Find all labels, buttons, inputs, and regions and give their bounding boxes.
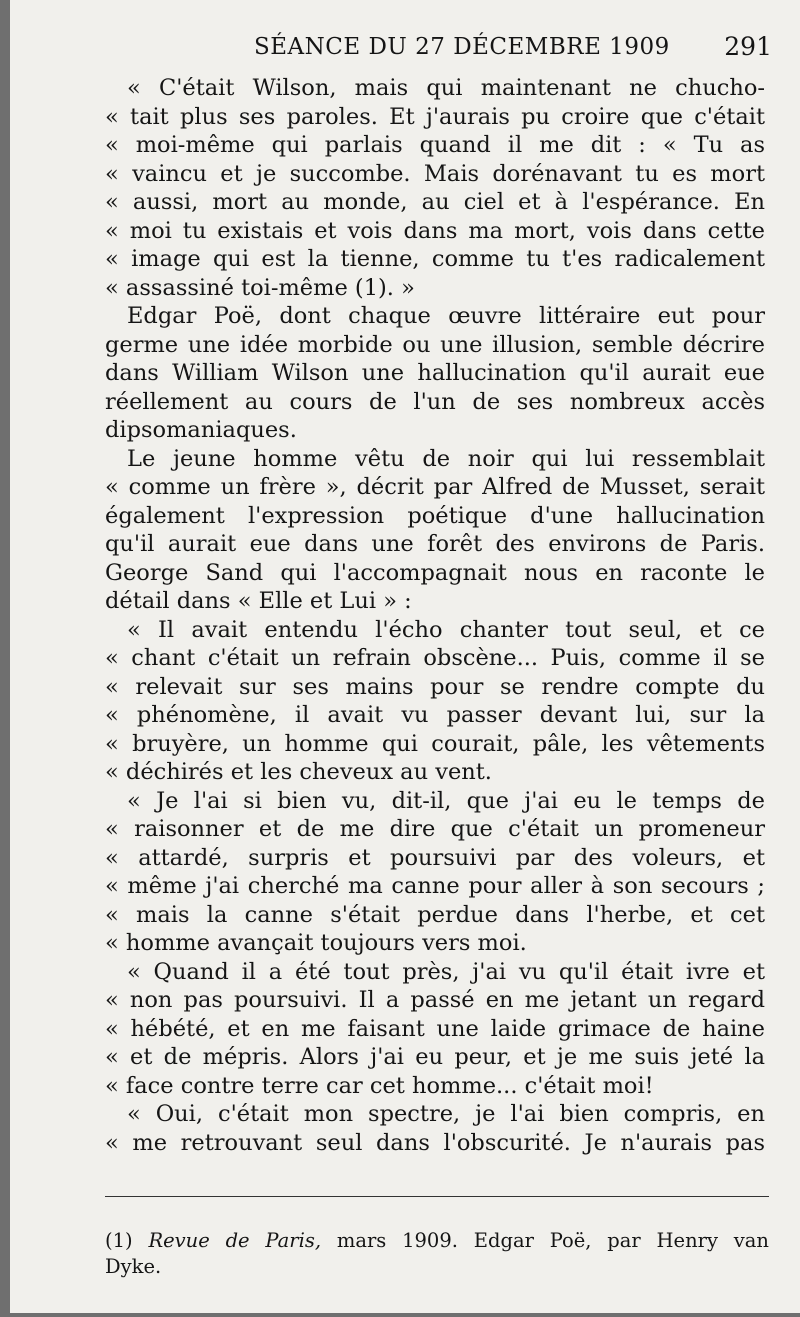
text-line: Le jeune homme vêtu de noir qui lui ressemblait [127, 445, 765, 472]
footnote-line-2: Dyke. [105, 1255, 162, 1278]
footnote-text: mars 1909. Edgar Poë, par Henry van [336, 1229, 769, 1252]
text-line: « chant c'était un refrain obscène... Puis, comme il se [105, 645, 765, 671]
text-line: « bruyère, un homme qui courait, pâle, les vêtements [105, 730, 765, 757]
text-line: « Quand il a été tout près, j'ai vu qu'il était ivre et [127, 958, 765, 985]
text-line: germe une idée morbide ou une illusion, semble décrire [105, 331, 765, 358]
text-line: « moi-même qui parlais quand il me dit : « Tu as [105, 132, 765, 158]
text-line: « face contre terre car cet homme... c'était moi! [105, 1072, 654, 1099]
text-line: « me retrouvant seul dans l'obscurité. Je n'aurais pas [105, 1129, 765, 1156]
body-text [105, 74, 765, 1157]
text-line: « et de mépris. Alors j'ai eu peur, et je me suis jeté la [105, 1044, 765, 1070]
text-line: « Il avait entendu l'écho chanter tout seul, et ce [127, 616, 765, 643]
text-line: « raisonner et de me dire que c'était un promeneur [105, 816, 765, 842]
text-line: « hébété, et en me faisant une laide grimace de haine [105, 1015, 765, 1042]
page-number: 291 [724, 32, 772, 61]
text-line: « Je l'ai si bien vu, dit-il, que j'ai eu le temps de [127, 787, 765, 814]
text-line: « C'était Wilson, mais qui maintenant ne chucho- [127, 75, 765, 101]
text-line: « relevait sur ses mains pour se rendre compte du [105, 673, 765, 700]
footnote-line-1 [105, 1228, 769, 1254]
text-line: détail dans « Elle et Lui » : [105, 588, 412, 614]
text-line: « attardé, surpris et poursuivi par des voleurs, et [105, 844, 765, 871]
book-page [10, 0, 800, 1313]
text-line: réellement au cours de l'un de ses nombreux accès [105, 388, 765, 415]
text-line: dans William Wilson une hallucination qu'il aurait eue [105, 360, 765, 386]
text-line: « Oui, c'était mon spectre, je l'ai bien compris, en [127, 1101, 765, 1127]
text-line: « homme avançait toujours vers moi. [105, 930, 527, 956]
running-header: SÉANCE DU 27 DÉCEMBRE 1909 [254, 34, 670, 60]
text-line: « non pas poursuivi. Il a passé en me jetant un regard [105, 987, 765, 1013]
text-line: « mais la canne s'était perdue dans l'herbe, et cet [105, 901, 765, 928]
text-line: « comme un frère », décrit par Alfred de Musset, serait [105, 474, 765, 500]
text-line: dipsomaniaques. [105, 417, 297, 443]
footnote-rule [105, 1196, 769, 1197]
text-line: « moi tu existais et vois dans ma mort, vois dans cette [105, 217, 765, 244]
text-line: Edgar Poë, dont chaque œuvre littéraire eut pour [127, 303, 765, 329]
text-line: George Sand qui l'accompagnait nous en raconte le [105, 559, 765, 586]
text-line: « vaincu et je succombe. Mais dorénavant tu es mort [105, 160, 765, 187]
text-line: « phénomène, il avait vu passer devant lui, sur la [105, 702, 765, 728]
text-line: « même j'ai cherché ma canne pour aller à son secours ; [105, 873, 765, 899]
footnote [105, 1228, 769, 1280]
footnote-source-title: Revue de Paris, [148, 1229, 322, 1252]
text-line: également l'expression poétique d'une hallucination [105, 502, 765, 529]
text-line: « tait plus ses paroles. Et j'aurais pu croire que c'était [105, 103, 765, 130]
text-line: « image qui est la tienne, comme tu t'es radicalement [105, 246, 765, 272]
text-line: qu'il aurait eue dans une forêt des environs de Paris. [105, 531, 765, 557]
text-line: « assassiné toi-même (1). » [105, 274, 415, 301]
footnote-marker: (1) [105, 1229, 133, 1252]
text-line: « déchirés et les cheveux au vent. [105, 759, 492, 785]
text-line: « aussi, mort au monde, au ciel et à l'espérance. En [105, 189, 765, 215]
